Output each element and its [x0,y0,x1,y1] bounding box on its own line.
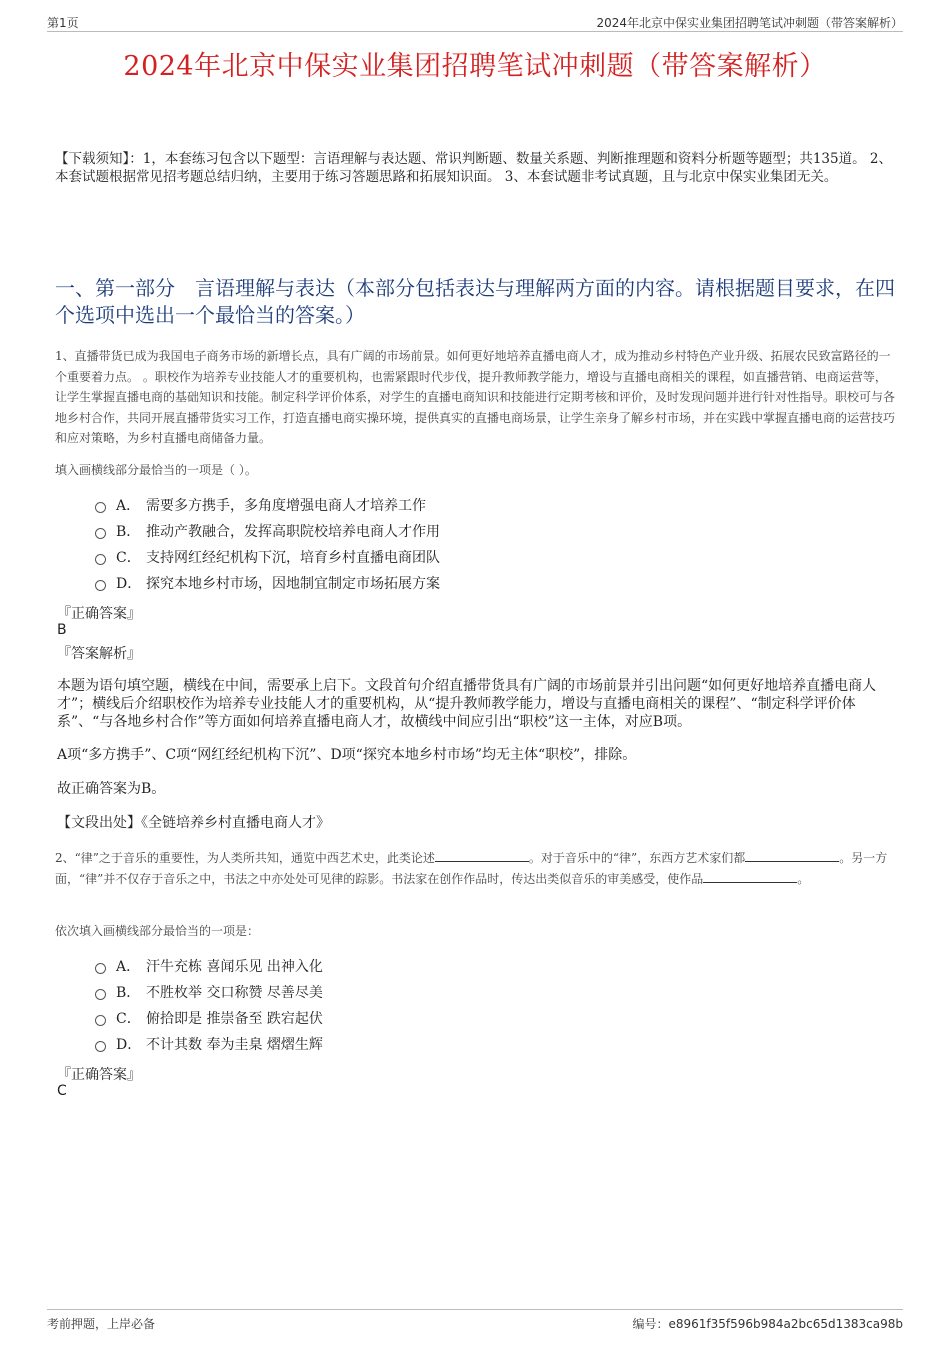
fill-blank [703,870,797,883]
analysis-paragraph-1: 本题为语句填空题，横线在中间，需要承上启下。文段首句介绍直播带货具有广阔的市场前景并引出问题“如何更好地培养直播电商人才”；横线后介绍职校作为培养专业技能人才的重要机构，从“提升教师教学能力，增设与直播电商相关的课程”、“制定科学评价体系”、“与各地乡村合作”等方面如何培养直播电商人才，故横线中间应引出“职校”这一主体，对应B项。 [57,678,877,730]
radio-icon[interactable] [95,989,106,1000]
option-b[interactable]: B． 推动产教融合，发挥高职院校培养电商人才作用 [95,520,440,542]
radio-icon[interactable] [95,1041,106,1052]
answer-label: 『正确答案』 [57,606,141,622]
fill-blank [435,849,529,862]
option-d[interactable]: D． 不计其数 奉为圭臬 熠熠生辉 [95,1033,323,1055]
analysis-label: 『答案解析』 [57,646,141,662]
option-c[interactable]: C． 支持网红经纪机构下沉，培育乡村直播电商团队 [95,546,440,568]
radio-icon[interactable] [95,502,106,513]
fill-blank [745,849,839,862]
footer-doc-id: 编号：e8961f35f596b984a2bc65d1383ca98b [632,1317,903,1331]
analysis-paragraph-3: 故正确答案为B。 [57,781,166,797]
option-b[interactable]: B． 不胜枚举 交口称赞 尽善尽美 [95,981,323,1003]
option-c[interactable]: C． 俯拾即是 推崇备至 跌宕起伏 [95,1007,323,1029]
analysis-paragraph-2: A项“多方携手”、C项“网红经纪机构下沉”、D项“探究本地乡村市场”均无主体“职校”，排除。 [57,747,637,763]
page-title: 2024年北京中保实业集团招聘笔试冲刺题（带答案解析） [123,51,827,82]
answer-value: B [57,622,67,638]
option-a[interactable]: A． 需要多方携手，多角度增强电商人才培养工作 [95,494,426,516]
header-divider [47,31,903,32]
download-notice: 【下载须知】：1，本套练习包含以下题型：言语理解与表达题、常识判断题、数量关系题、判断推理题和资料分析题等题型；共135道。 2、本套试题根据常见招考题总结归纳，主要用于练习答题思路和拓展知识面。 3、本套试题非考试真题，且与北京中保实业集团无关。 [55,151,892,185]
radio-icon[interactable] [95,528,106,539]
question-1-text: 1、直播带货已成为我国电子商务市场的新增长点，具有广阔的市场前景。如何更好地培养直播电商人才，成为推动乡村特色产业升级、拓展农民致富路径的一个重要着力点。 。职校作为培养专业技能人才的重要机构，也需紧跟时代步伐，提升教师教学能力，增设与直播电商相关的课程，如直播营销、电商运营等，让学生掌握直播电商的基础知识和技能。制定科学评价体系，对学生的直播电商知识和技能进行定期考核和评价，及时发现问题并进行针对性指导。职校可与各地乡村合作，共同开展直播带货实习工作，打造直播电商实操环境，提供真实的直播电商场景，让学生亲身了解乡村市场，并在实践中掌握直播电商的运营技巧和应对策略，为乡村直播电商储备力量。 [55,349,896,445]
option-a[interactable]: A． 汗牛充栋 喜闻乐见 出神入化 [95,955,323,977]
option-d[interactable]: D． 探究本地乡村市场，因地制宜制定市场拓展方案 [95,572,440,594]
footer-divider [47,1309,903,1310]
header-page-label: 第1页 [47,16,79,30]
answer-value: C [57,1083,67,1099]
radio-icon[interactable] [95,580,106,591]
question-2-prompt: 依次填入画横线部分最恰当的一项是： [55,924,260,938]
question-2-text: 2、“律”之于音乐的重要性，为人类所共知，通览中西艺术史，此类论述 。对于音乐中的“律”，东西方艺术家们都 。另一方面，“律”并不仅存于音乐之中，书法之中亦处处可见律的踪影。书法家在创作作品时，传达出类似音乐的审美感受，使作品 。 [55,851,888,886]
radio-icon[interactable] [95,963,106,974]
footer-slogan: 考前押题，上岸必备 [47,1317,156,1331]
text-source: 【文段出处】《全链培养乡村直播电商人才》 [57,815,330,831]
answer-label: 『正确答案』 [57,1067,141,1083]
radio-icon[interactable] [95,554,106,565]
radio-icon[interactable] [95,1015,106,1026]
header-doc-title: 2024年北京中保实业集团招聘笔试冲刺题（带答案解析） [596,16,903,30]
section-heading: 一、第一部分 言语理解与表达（本部分包括表达与理解两方面的内容。请根据题目要求，在四个选项中选出一个最恰当的答案。） [55,276,895,327]
question-1-prompt: 填入画横线部分最恰当的一项是（ ）。 [55,463,257,477]
